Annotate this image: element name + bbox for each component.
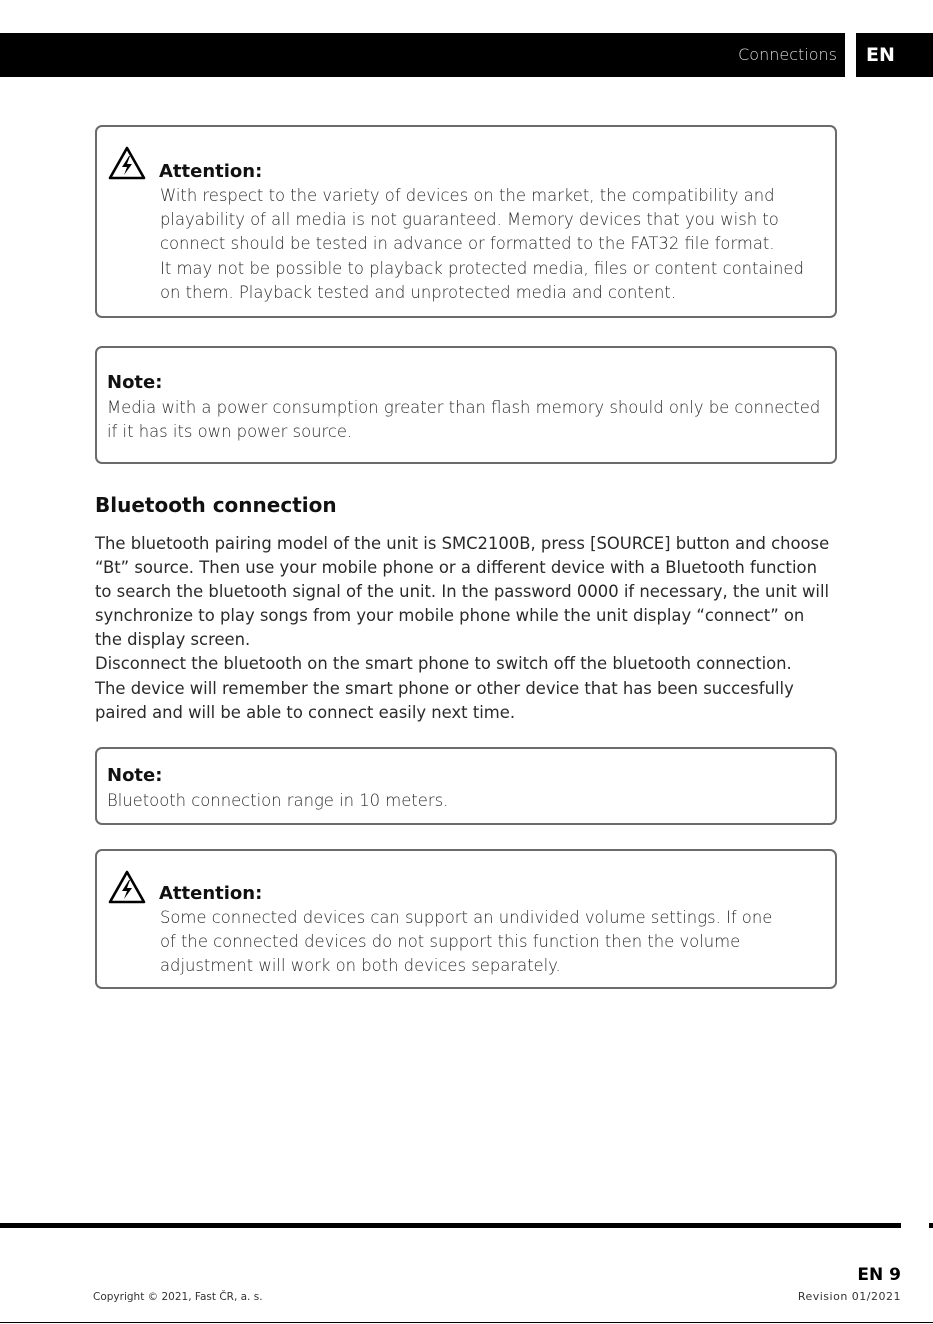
footer-divider-end: [929, 1223, 933, 1228]
language-badge: EN: [856, 33, 933, 77]
text-line: Media with a power consumption greater than flash memory should only be connected: [107, 398, 821, 417]
attention-text: [160, 906, 772, 979]
text-line: synchronize to play songs from your mobile phone while the unit display “connect” on: [95, 606, 805, 626]
high-voltage-warning-icon: [107, 869, 147, 905]
text-line: adjustment will work on both devices separately.: [160, 956, 561, 976]
page-number: EN 9: [857, 1265, 901, 1285]
text-line: if it has its own power source.: [107, 422, 353, 442]
text-line: Bluetooth connection range in 10 meters.: [107, 791, 449, 810]
note-box-range: [95, 747, 837, 825]
attention-title: Attention:: [159, 883, 263, 904]
header-bar: [0, 33, 845, 77]
text-line: playability of all media is not guaranteed. Memory devices that you wish to: [160, 210, 779, 230]
note-text: [107, 789, 448, 813]
text-line: to search the bluetooth signal of the unit. In the password 0000 if necessary, the unit will: [95, 582, 830, 602]
header-section-title: Connections: [738, 45, 837, 64]
text-line: Disconnect the bluetooth on the smart phone to switch off the bluetooth connection.: [95, 654, 792, 674]
copyright-notice: Copyright © 2021, Fast ČR, a. s.: [93, 1291, 263, 1303]
note-title: Note:: [107, 765, 163, 786]
section-heading-bluetooth: Bluetooth connection: [95, 493, 337, 517]
text-line: With respect to the variety of devices on the market, the compatibility and: [160, 186, 775, 205]
revision-label: Revision 01/2021: [797, 1290, 901, 1303]
high-voltage-warning-icon: [107, 145, 147, 181]
text-line: Some connected devices can support an undivided volume settings. If one: [160, 908, 773, 927]
text-line: It may not be possible to playback protected media, files or content contained: [160, 258, 804, 278]
note-box-power: [95, 346, 837, 464]
note-title: Note:: [107, 372, 163, 393]
page-bottom-edge: [0, 1322, 933, 1323]
footer-divider: [0, 1223, 901, 1228]
text-line: The device will remember the smart phone or other device that has been succesfully: [95, 678, 794, 698]
text-line: paired and will be able to connect easily next time.: [95, 702, 516, 722]
text-line: connect should be tested in advance or formatted to the FAT32 file format.: [160, 234, 775, 254]
text-line: of the connected devices do not support this function then the volume: [160, 932, 741, 952]
text-line: “Bt” source. Then use your mobile phone or a different device with a Bluetooth function: [95, 558, 817, 578]
text-line: The bluetooth pairing model of the unit is SMC2100B, press [SOURCE] button and choose: [95, 534, 830, 553]
attention-text: [160, 184, 804, 305]
text-line: the display screen.: [95, 630, 251, 650]
attention-title: Attention:: [159, 161, 263, 182]
bluetooth-paragraph: [95, 532, 829, 725]
note-text: [107, 396, 820, 444]
attention-box-compatibility: [95, 125, 837, 318]
attention-box-volume: [95, 849, 837, 989]
text-line: on them. Playback tested and unprotected media and content.: [160, 282, 676, 302]
